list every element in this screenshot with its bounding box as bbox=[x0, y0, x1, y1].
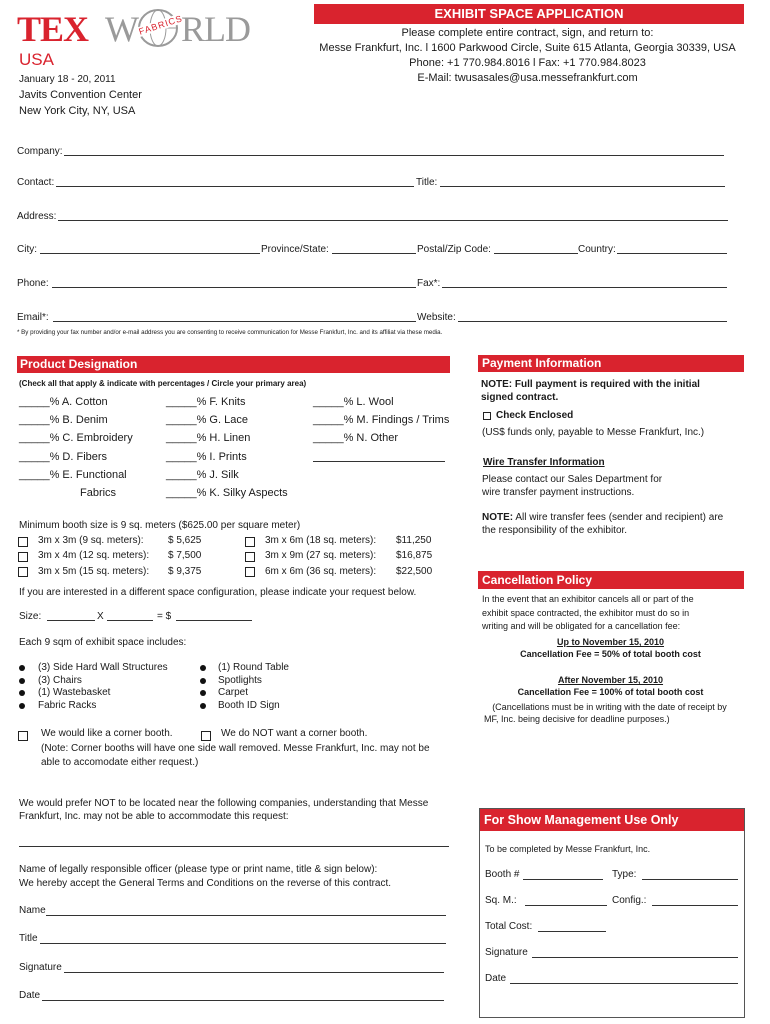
booth-3x9-size: 3m x 9m (27 sq. meters): bbox=[265, 550, 377, 561]
cancellation-line2: exhibit space contracted, the exhibitor must do so in bbox=[482, 607, 690, 618]
booth-3x5-checkbox[interactable] bbox=[18, 567, 28, 577]
size-width-field[interactable] bbox=[47, 620, 95, 621]
mgmt-booth-field[interactable] bbox=[523, 879, 603, 880]
check-enclosed-checkbox[interactable] bbox=[483, 412, 491, 420]
bullet-icon bbox=[19, 665, 25, 671]
booth-3x4-size: 3m x 4m (12 sq. meters): bbox=[38, 550, 150, 561]
application-title: EXHIBIT SPACE APPLICATION bbox=[314, 4, 744, 24]
officer-note bbox=[19, 863, 391, 891]
bullet-icon bbox=[19, 703, 25, 709]
after-fee: Cancellation Fee = 100% of total booth cost bbox=[517, 686, 704, 697]
prefer-not-field[interactable] bbox=[19, 846, 449, 847]
header-email: E-Mail: twusasales@usa.messefrankfurt.com bbox=[417, 72, 638, 84]
booth-3x5-size: 3m x 5m (15 sq. meters): bbox=[38, 566, 150, 577]
booth-3x6-checkbox[interactable] bbox=[245, 537, 255, 547]
mgmt-booth-label: Booth # bbox=[485, 869, 520, 880]
product-linen[interactable]: _____% H. Linen bbox=[166, 432, 251, 445]
product-denim[interactable]: _____% B. Denim bbox=[19, 414, 108, 427]
booth-6x6-checkbox[interactable] bbox=[245, 567, 255, 577]
bullet-icon bbox=[200, 703, 206, 709]
bullet-icon bbox=[200, 690, 206, 696]
corner-no-checkbox[interactable] bbox=[201, 731, 211, 741]
postal-label: Postal/Zip Code: bbox=[417, 244, 491, 255]
include-chairs: (3) Chairs bbox=[38, 674, 82, 686]
logo-w: W bbox=[105, 9, 138, 49]
spacer bbox=[478, 660, 743, 675]
header-phone: Phone: +1 770.984.8016 l Fax: +1 770.984.8023 bbox=[409, 57, 646, 69]
logo-tex: TEX bbox=[17, 9, 89, 49]
corner-no-label: We do NOT want a corner booth. bbox=[221, 728, 368, 739]
cancellation-text bbox=[482, 593, 694, 634]
prefer-not-note bbox=[19, 797, 428, 823]
company-field[interactable] bbox=[64, 155, 724, 156]
writing-note-line2: MF, Inc. being decisive for deadline purposes.) bbox=[484, 713, 670, 724]
product-knits[interactable]: _____% F. Knits bbox=[166, 396, 246, 408]
country-label: Country: bbox=[578, 244, 616, 255]
mgmt-date-label: Date bbox=[485, 973, 507, 984]
check-enclosed-note: (US$ funds only, payable to Messe Frankfurt, Inc.) bbox=[482, 427, 705, 438]
officer-title-field[interactable] bbox=[40, 943, 446, 944]
phone-field[interactable] bbox=[52, 287, 416, 288]
payment-note-line1: NOTE: Full payment is required with the initial bbox=[481, 379, 700, 390]
mgmt-signature-field[interactable] bbox=[532, 957, 738, 958]
mgmt-sqm-label: Sq. M.: bbox=[485, 895, 517, 906]
product-note: (Check all that apply & indicate with percentages / Circle your primary area) bbox=[19, 379, 307, 388]
officer-signature-field[interactable] bbox=[64, 972, 444, 973]
include-table: (1) Round Table bbox=[218, 662, 289, 673]
address-field[interactable] bbox=[58, 220, 728, 221]
booth-3x6-size: 3m x 6m (18 sq. meters): bbox=[265, 535, 377, 546]
size-label: Size: bbox=[19, 611, 42, 622]
includes-left bbox=[38, 662, 168, 712]
payment-note-line2: signed contract. bbox=[481, 391, 559, 403]
contact-label: Contact: bbox=[17, 177, 55, 188]
size-depth-field[interactable] bbox=[107, 620, 153, 621]
product-wool[interactable]: _____% L. Wool bbox=[313, 396, 394, 408]
upto-date: Up to November 15, 2010 bbox=[556, 637, 665, 647]
logo-region: USA bbox=[19, 50, 54, 69]
wire-transfer-title: Wire Transfer Information bbox=[483, 457, 605, 468]
include-sign: Booth ID Sign bbox=[218, 699, 280, 711]
include-walls: (3) Side Hard Wall Structures bbox=[38, 662, 168, 673]
booth-3x4-price: $ 7,500 bbox=[168, 550, 202, 561]
booth-3x9-checkbox[interactable] bbox=[245, 552, 255, 562]
email-label: Email*: bbox=[17, 312, 49, 323]
writing-note-line1: (Cancellations must be in writing with the date of receipt by bbox=[492, 702, 727, 712]
address-label: Address: bbox=[17, 211, 57, 222]
corner-note bbox=[41, 742, 430, 770]
upto-fee: Cancellation Fee = 50% of total booth cost bbox=[520, 648, 701, 659]
check-enclosed-label: Check Enclosed bbox=[496, 410, 574, 421]
event-city: New York City, NY, USA bbox=[19, 105, 136, 117]
includes-heading: Each 9 sqm of exhibit space includes: bbox=[19, 637, 187, 648]
cancellation-heading: Cancellation Policy bbox=[478, 571, 744, 589]
booth-3x3-size: 3m x 3m (9 sq. meters): bbox=[38, 535, 144, 546]
title-field[interactable] bbox=[440, 186, 725, 187]
wire-fees-line1 bbox=[482, 511, 723, 524]
include-carpet: Carpet bbox=[218, 687, 249, 699]
include-racks: Fabric Racks bbox=[38, 699, 97, 711]
officer-name-label: Name bbox=[19, 905, 46, 916]
city-label: City: bbox=[17, 244, 37, 255]
wire-fees-text: All wire transfer fees (sender and recipient) are bbox=[513, 512, 724, 523]
mgmt-sqm-field[interactable] bbox=[525, 905, 607, 906]
booth-6x6-size: 6m x 6m (36 sq. meters): bbox=[265, 566, 377, 577]
mgmt-total-label: Total Cost: bbox=[485, 921, 533, 932]
product-prints[interactable]: _____% I. Prints bbox=[166, 450, 247, 463]
event-dates: January 18 - 20, 2011 bbox=[19, 74, 116, 85]
country-field[interactable] bbox=[617, 253, 727, 254]
officer-date-label: Date bbox=[19, 990, 41, 1001]
fax-field[interactable] bbox=[442, 287, 727, 288]
includes-right bbox=[218, 662, 289, 712]
texworld-logo bbox=[17, 6, 252, 52]
phone-label: Phone: bbox=[17, 278, 49, 289]
header-instructions bbox=[300, 26, 755, 86]
include-spotlights: Spotlights bbox=[218, 674, 262, 686]
booth-3x3-checkbox[interactable] bbox=[18, 537, 28, 547]
logo-rld: RLD bbox=[181, 9, 250, 49]
mgmt-type-field[interactable] bbox=[642, 879, 738, 880]
bullet-icon bbox=[19, 690, 25, 696]
fax-label: Fax*: bbox=[417, 278, 441, 289]
product-fibers[interactable]: _____% D. Fibers bbox=[19, 450, 108, 463]
mgmt-type-label: Type: bbox=[612, 869, 637, 880]
include-wastebasket: (1) Wastebasket bbox=[38, 687, 111, 699]
product-silky-aspects[interactable]: _____% K. Silky Aspects bbox=[166, 487, 288, 500]
company-label: Company: bbox=[17, 146, 63, 157]
postal-field[interactable] bbox=[494, 253, 578, 254]
booth-3x3-price: $ 5,625 bbox=[168, 535, 202, 546]
cancellation-tiers bbox=[478, 637, 743, 698]
mgmt-date-field[interactable] bbox=[510, 983, 738, 984]
logo-fabrics: FABRICS bbox=[137, 13, 184, 37]
header-address: Messe Frankfurt, Inc. l 1600 Parkwood Circle, Suite 615 Atlanta, Georgia 30339, USA bbox=[319, 42, 736, 54]
consent-note: * By providing your fax number and/or e-mail address you are consenting to receive communication for Messe Frankfurt, Inc. and its affiliat via these media. bbox=[17, 329, 443, 336]
product-findings[interactable]: _____% M. Findings / Trims bbox=[313, 414, 450, 427]
mgmt-total-field[interactable] bbox=[538, 931, 606, 932]
product-functional[interactable]: _____% E. Functional bbox=[19, 468, 127, 481]
different-config-note: If you are interested in a different space configuration, please indicate your request below. bbox=[19, 587, 417, 598]
corner-note-line2: able to accomodate either request.) bbox=[41, 757, 199, 768]
size-eq-label: = $ bbox=[157, 611, 172, 622]
management-intro: To be completed by Messe Frankfurt, Inc. bbox=[485, 844, 651, 854]
management-box bbox=[479, 808, 745, 1018]
email-field[interactable] bbox=[53, 321, 416, 322]
officer-signature-label: Signature bbox=[19, 962, 62, 973]
corner-note-line1: (Note: Corner booths will have one side wall removed. Messe Frankfurt, Inc. may not be bbox=[41, 743, 430, 754]
cancellation-line3: writing and will be obligated for a cancellation fee: bbox=[482, 621, 681, 631]
bullet-icon bbox=[200, 678, 206, 684]
product-other-field[interactable] bbox=[313, 461, 445, 462]
product-embroidery[interactable]: _____% C. Embroidery bbox=[19, 432, 133, 445]
wire-fees-line2: the responsibility of the exhibitor. bbox=[482, 525, 628, 536]
cancellation-writing-note bbox=[476, 702, 743, 725]
booth-3x6-price: $11,250 bbox=[396, 535, 432, 546]
product-col3 bbox=[313, 393, 449, 448]
bullet-icon bbox=[19, 678, 25, 684]
product-other[interactable]: _____% N. Other bbox=[313, 432, 398, 445]
wire-fees-bold: NOTE: bbox=[482, 512, 514, 523]
cancellation-line1: In the event that an exhibitor cancels all or part of the bbox=[482, 594, 694, 604]
officer-title-label: Title bbox=[19, 933, 38, 944]
wire-fees-note bbox=[482, 511, 723, 537]
wire-transfer-info bbox=[482, 473, 662, 499]
wire-line2: wire transfer payment instructions. bbox=[482, 487, 635, 498]
booth-3x5-price: $ 9,375 bbox=[168, 566, 202, 577]
management-heading: For Show Management Use Only bbox=[480, 809, 744, 831]
website-label: Website: bbox=[417, 312, 456, 323]
product-lace[interactable]: _____% G. Lace bbox=[166, 414, 248, 427]
city-field[interactable] bbox=[40, 253, 260, 254]
booth-3x9-price: $16,875 bbox=[396, 550, 433, 561]
officer-name-field[interactable] bbox=[46, 915, 446, 916]
corner-yes-checkbox[interactable] bbox=[18, 731, 28, 741]
payment-note bbox=[481, 379, 700, 404]
mgmt-config-label: Config.: bbox=[612, 895, 647, 906]
min-booth-size: Minimum booth size is 9 sq. meters ($625.00 per square meter) bbox=[19, 520, 301, 531]
product-silk[interactable]: _____% J. Silk bbox=[166, 468, 239, 481]
officer-line2: We hereby accept the General Terms and Conditions on the reverse of this contract. bbox=[19, 878, 392, 889]
contact-field[interactable] bbox=[56, 186, 414, 187]
bullet-icon bbox=[200, 665, 206, 671]
product-col2 bbox=[166, 393, 288, 502]
prefer-not-line1: We would prefer NOT to be located near the following companies, understanding that Messe bbox=[19, 798, 429, 809]
event-venue: Javits Convention Center bbox=[19, 89, 142, 101]
booth-6x6-price: $22,500 bbox=[396, 566, 433, 577]
after-date: After November 15, 2010 bbox=[557, 675, 664, 685]
size-x-label: X bbox=[97, 611, 104, 622]
product-functional-cont: Fabrics bbox=[80, 487, 117, 500]
province-field[interactable] bbox=[332, 253, 416, 254]
product-divider bbox=[17, 372, 450, 373]
title-label: Title: bbox=[416, 177, 438, 188]
corner-yes-label: We would like a corner booth. bbox=[41, 728, 173, 739]
province-label: Province/State: bbox=[261, 244, 329, 255]
prefer-not-line2: Frankfurt, Inc. may not be able to accommodate this request: bbox=[19, 811, 289, 822]
product-cotton[interactable]: _____% A. Cotton bbox=[19, 396, 108, 408]
officer-date-field[interactable] bbox=[42, 1000, 444, 1001]
size-cost-field[interactable] bbox=[176, 620, 252, 621]
mgmt-config-field[interactable] bbox=[652, 905, 738, 906]
booth-3x4-checkbox[interactable] bbox=[18, 552, 28, 562]
product-col1 bbox=[19, 393, 133, 502]
wire-line1: Please contact our Sales Department for bbox=[482, 474, 663, 485]
website-field[interactable] bbox=[458, 321, 727, 322]
header-line1: Please complete entire contract, sign, and return to: bbox=[401, 27, 654, 39]
product-designation-heading: Product Designation bbox=[17, 356, 450, 372]
payment-heading: Payment Information bbox=[478, 355, 744, 372]
officer-line1: Name of legally responsible officer (please type or print name, title & sign below): bbox=[19, 864, 378, 875]
mgmt-signature-label: Signature bbox=[485, 947, 528, 958]
